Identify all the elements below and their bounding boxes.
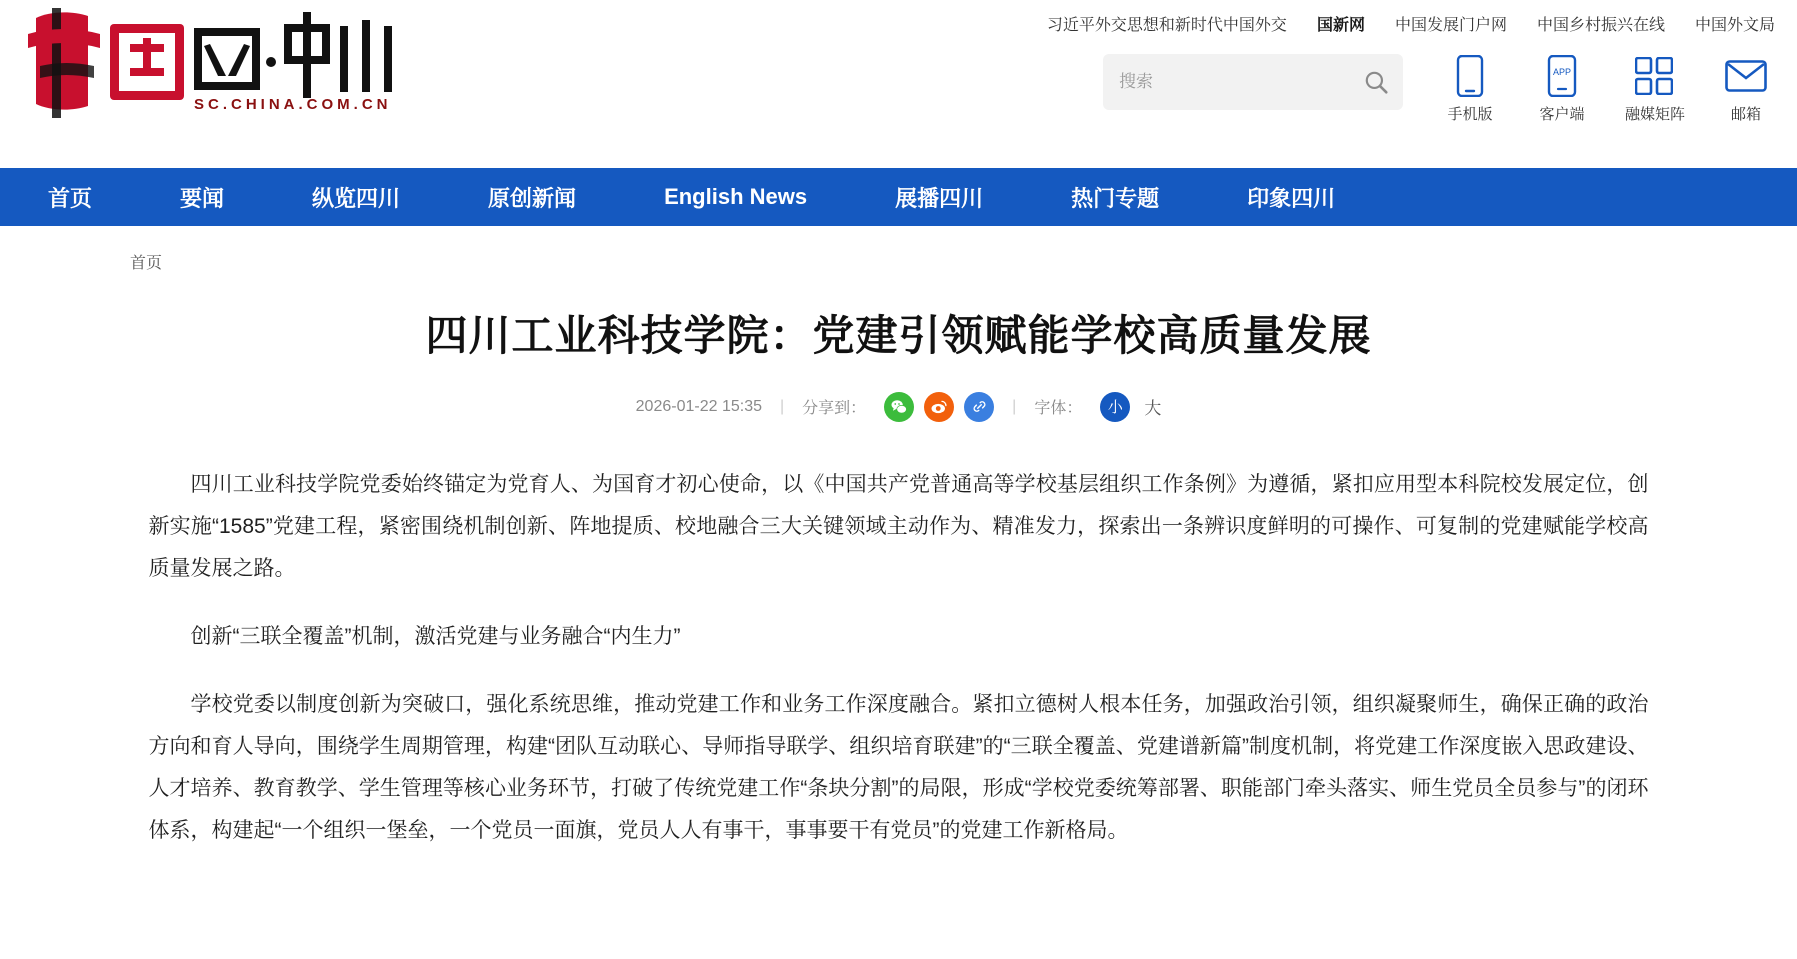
- header-icon-mail-label: 邮箱: [1730, 106, 1761, 123]
- weibo-share-button[interactable]: [924, 392, 954, 422]
- top-link-2[interactable]: 中国发展门户网: [1394, 17, 1507, 34]
- logo-domain: SC.CHINA.COM.CN: [194, 96, 392, 113]
- grid-icon: [1625, 54, 1683, 98]
- share-label: 分享到：: [802, 400, 867, 418]
- copy-link-button[interactable]: [964, 392, 994, 422]
- top-link-0[interactable]: 习近平外交思想和新时代中国外交: [1046, 17, 1287, 34]
- nav-item-broadcast-sichuan[interactable]: 展播四川: [895, 185, 984, 211]
- link-icon: [971, 398, 988, 415]
- meta-divider-2: |: [1012, 397, 1017, 415]
- search-input[interactable]: [1117, 71, 1363, 93]
- article-paragraph-2: 创新“三联全覆盖”机制，激活党建与业务融合“内生力”: [190, 624, 681, 648]
- article-paragraph-1: 四川工业科技学院党委始终锚定为党育人、为国育才初心使命，以《中国共产党普通高等学校基层组织工作条例》为遵循，紧扣应用型本科院校发展定位，创新实施“1585”党建工程，紧密围绕机制创新、阵地提质、校地融合三大关键领域主动作为、精准发力，探索出一条辨识度鲜明的可操作、可复制的党建赋能学校高质量发展之路。: [148, 472, 1649, 580]
- site-header: [0, 0, 1797, 168]
- search-box[interactable]: [1103, 54, 1403, 110]
- font-size-controls: [1100, 392, 1161, 422]
- top-link-3[interactable]: 中国乡村振兴在线: [1536, 17, 1665, 34]
- breadcrumb-item-home[interactable]: 首页: [130, 255, 163, 272]
- mail-icon: [1717, 54, 1775, 98]
- article-meta: [149, 392, 1649, 422]
- breadcrumb: [0, 226, 1797, 273]
- meta-divider-1: |: [779, 397, 785, 415]
- header-icon-mobile-label: 手机版: [1447, 106, 1493, 123]
- article-date: 2026-01-22 15:35: [635, 397, 762, 415]
- weibo-icon: [930, 398, 948, 416]
- header-tools: [1103, 54, 1775, 124]
- article-container: [149, 273, 1649, 852]
- header-icon-group: [1441, 54, 1775, 124]
- nav-item-english-news[interactable]: English News: [664, 184, 808, 209]
- article-paragraph-3: 学校党委以制度创新为突破口，强化系统思维，推动党建工作和业务工作深度融合。紧扣立德树人根本任务，加强政治引领，组织凝聚师生，确保正确的政治方向和育人导向，围绕学生周期管理，构建“团队互动联心、导师指导联学、组织培育联建”的“三联全覆盖、党建谱新篇”制度机制，将党建工作深度嵌入思政建设、人才培养、教育教学、学生管理等核心业务环节，打破了传统党建工作“条块分割”的局限，形成“学校党委统筹部署、职能部门牵头落实、师生党员全员参与”的闭环体系，构建起“一个组织一堡垒，一个党员一面旗，党员人人有事干，事事要干有党员”的党建工作新格局。: [148, 692, 1649, 842]
- article-body: [149, 464, 1649, 852]
- nav-item-hot-topics[interactable]: 热门专题: [1071, 185, 1160, 211]
- font-size-large-button[interactable]: 大: [1144, 399, 1162, 419]
- nav-item-sichuan-overview[interactable]: 纵览四川: [312, 185, 401, 211]
- header-icon-app-label: 客户端: [1539, 106, 1585, 123]
- nav-item-headlines[interactable]: 要闻: [180, 185, 225, 211]
- site-logo[interactable]: [18, 4, 418, 122]
- top-link-4[interactable]: 中国外文局: [1694, 17, 1775, 34]
- page-title: 四川工业科技学院：党建引领赋能学校高质量发展: [425, 312, 1372, 359]
- header-icon-matrix[interactable]: [1625, 54, 1686, 124]
- svg-text:APP: APP: [1552, 67, 1572, 77]
- search-icon[interactable]: [1363, 69, 1389, 95]
- wechat-icon: [890, 398, 908, 416]
- top-link-1[interactable]: 国新网: [1316, 17, 1365, 34]
- share-icons: [884, 392, 994, 422]
- nav-item-home[interactable]: 首页: [48, 185, 93, 211]
- font-size-label: 字体：: [1034, 400, 1083, 418]
- header-icon-matrix-label: 融媒矩阵: [1625, 106, 1686, 123]
- nav-item-impression-sichuan[interactable]: 印象四川: [1247, 185, 1336, 211]
- font-size-small-button[interactable]: 小: [1100, 392, 1130, 422]
- header-icon-mail[interactable]: [1717, 54, 1775, 124]
- header-icon-app[interactable]: [1533, 54, 1591, 124]
- wechat-share-button[interactable]: [884, 392, 914, 422]
- main-navigation: [0, 168, 1797, 226]
- app-icon: [1533, 54, 1591, 98]
- mobile-icon: [1441, 54, 1499, 98]
- nav-item-original-news[interactable]: 原创新闻: [488, 185, 577, 211]
- top-links: [1047, 12, 1775, 35]
- header-icon-mobile[interactable]: [1441, 54, 1499, 124]
